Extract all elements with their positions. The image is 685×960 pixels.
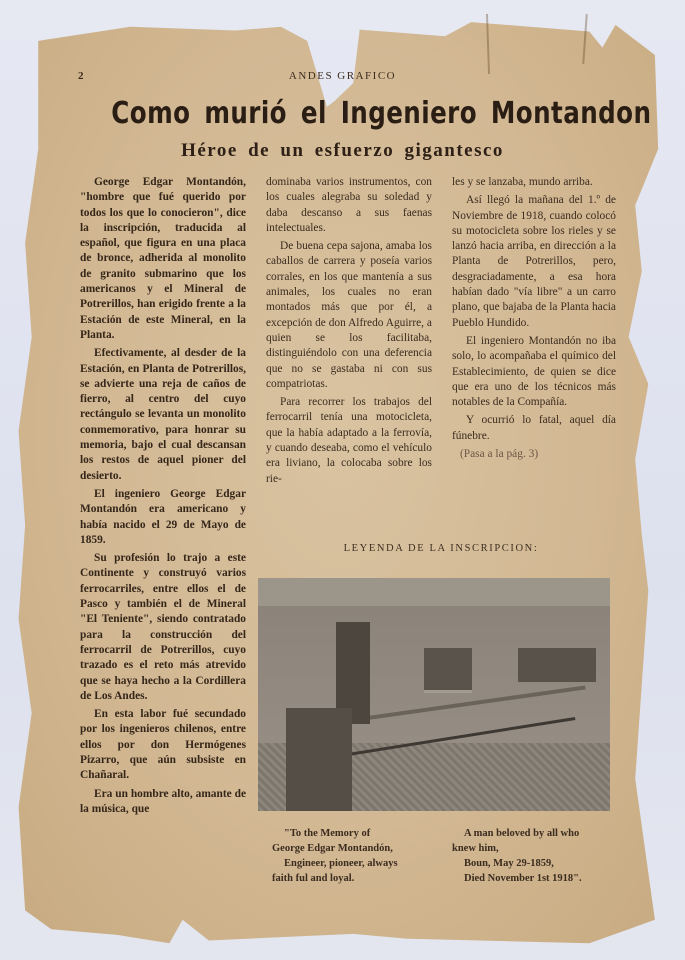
inscription-line: Engineer, pioneer, always xyxy=(284,858,398,869)
paragraph: Su profesión lo trajo a este Continente y construyó varios ferrocarriles, entre ellos el de Pasco y también el de Mineral "El Teniente", siendo contratado para la construcción del ferrocarril de Potrerillos, cuyo trazado es el reto más atrevido que se haya hecho a la Cordillera de Los Andes. xyxy=(80,552,246,702)
photo-plaque xyxy=(518,648,596,682)
page-number: 2 xyxy=(78,70,84,82)
inscription-title: LEYENDA DE LA INSCRIPCION: xyxy=(343,543,539,554)
inscription-line: Died November 1st 1918". xyxy=(464,873,582,884)
paragraph: En esta labor fué secundado por los ingenieros chilenos, entre ellos por don Hermógenes Pizarro, que aún subsiste en Chañaral. xyxy=(80,708,246,782)
paragraph: El ingeniero George Edgar Montandón era americano y había nacido el 29 de Mayo de 1859. xyxy=(80,487,246,546)
inscription-line: A man beloved by all who xyxy=(464,828,580,839)
subheadline: Héroe de un esfuerzo gigantesco xyxy=(181,140,504,161)
paragraph: El ingeniero Montandón no iba solo, lo acompañaba el químico del Establecimiento, de quien se dice que era uno de los técnicos más notables de la Compañía. xyxy=(452,334,616,409)
article-column-2 xyxy=(266,175,432,490)
photo-plaque xyxy=(424,648,472,693)
paragraph: Era un hombre alto, amante de la música, que xyxy=(80,787,246,815)
paragraph: Y ocurrió lo fatal, aquel día fúnebre. xyxy=(452,414,616,442)
monument-photo xyxy=(258,578,610,811)
paragraph: Así llegó la mañana del 1.º de Noviembre de 1918, cuando colocó su motocicleta sobre los rieles y se lanzó hacia arriba, en dirección a la Planta de Potrerillos, pero, desgraciadamente, a esa hora habían dado "vía libre" a un carro plano, que bajaba de la Planta hacia Pueblo Hundido. xyxy=(452,194,616,329)
inscription-line: knew him, xyxy=(452,843,499,854)
inscription-right xyxy=(452,826,622,886)
paragraph: De buena cepa sajona, amaba los caballos de carrera y poseía varios corrales, en los que mantenía a sus animales, los cuales no eran montados más que por él, a excepción de don Alfredo Aguirre, a quien se los facilitaba, distinguiéndolo con una deferencia que no se gastaba ni con sus compatriotas. xyxy=(266,240,432,390)
headline: Como murió el Ingeniero Montandon xyxy=(111,96,652,131)
article-column-1 xyxy=(80,175,246,820)
article-column-3 xyxy=(452,175,616,465)
photo-sky xyxy=(258,578,610,608)
inscription-line: Boun, May 29-1859, xyxy=(464,858,554,869)
paragraph: Para recorrer los trabajos del ferrocarril tenía una motocicleta, que la había adaptado a la ferrovía, y cuando deseaba, como el vehículo era liviano, la colocaba sobre los rie- xyxy=(266,396,432,485)
inscription-line: "To the Memory of xyxy=(284,828,371,839)
inscription-left xyxy=(272,826,440,886)
paragraph: Efectivamente, al desder de la Estación, en Planta de Potrerillos, se advierte una reja de caños de fierro, al centro del cuyo rectángulo se levanta un monolito conmemorativo, para honrar su memoria, bajo el cual descansan los restos de aquel pioner del desierto. xyxy=(80,347,246,482)
paragraph: les y se lanzaba, mundo arriba. xyxy=(452,176,593,188)
inscription-line: faith ful and loyal. xyxy=(272,873,355,884)
continued-note: (Pasa a la pág. 3) xyxy=(460,448,539,461)
photo-monolith-base xyxy=(286,708,352,811)
paragraph: dominaba varios instrumentos, con los cuales alegraba su soledad y daba descanso a sus faenas intelectuales. xyxy=(266,176,432,234)
inscription-line: George Edgar Montandón, xyxy=(272,843,393,854)
paragraph: George Edgar Montandón, "hombre que fué querido por todos los que lo conocieron", dice la inscripción, traducida al español, que figura en una placa de bronce, adherida al monolito de granito submarino que los americanos y el Mineral de Potrerillos, han erigido frente a la Estación de este Mineral, en la Planta. xyxy=(80,176,246,341)
magazine-title: ANDES GRAFICO xyxy=(288,70,397,82)
